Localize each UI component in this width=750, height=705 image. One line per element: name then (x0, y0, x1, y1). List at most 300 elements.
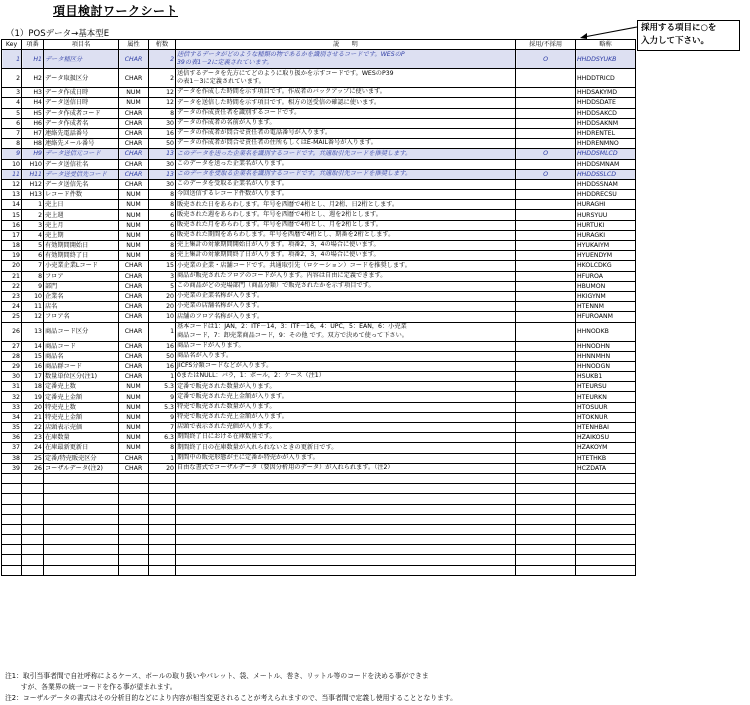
cell-item-no: 7 (22, 261, 44, 271)
cell-attribute: CHAR (119, 149, 149, 159)
cell-abbreviation: HHDDSMLCD (576, 149, 636, 159)
cell-item-no: 6 (22, 251, 44, 261)
cell-adopt-input[interactable] (516, 251, 576, 261)
cell-adopt-input[interactable] (516, 302, 576, 312)
cell-adopt-input[interactable]: O (516, 149, 576, 159)
cell-attribute: NUM (119, 230, 149, 240)
cell-item-no: 17 (22, 372, 44, 382)
cell-key: 2 (2, 69, 22, 88)
cell-item-no (22, 555, 44, 565)
cell-item-name: 商品コード (44, 341, 119, 351)
cell-description (176, 200, 516, 210)
cell-description (176, 402, 516, 412)
cell-adopt-input[interactable] (516, 312, 576, 322)
cell-item-name: 数量単位区分(注1) (44, 372, 119, 382)
cell-item-no (22, 514, 44, 524)
table-row (2, 149, 636, 159)
footnote-1-cont: すが、各業界の統一コードを作る事が望まれます。 (5, 683, 177, 691)
table-row (2, 179, 636, 189)
cell-digits: 5 (149, 281, 176, 291)
description-line: 販売された週をあらわします。年号を西暦で4桁とし、週を2桁とします。 (177, 210, 382, 218)
cell-adopt-input[interactable] (516, 453, 576, 463)
cell-attribute: NUM (119, 392, 149, 402)
cell-description (176, 281, 516, 291)
cell-adopt-input[interactable] (516, 392, 576, 402)
cell-abbreviation: HHDDRECSU (576, 190, 636, 200)
cell-description (176, 88, 516, 98)
cell-adopt-input[interactable] (516, 98, 576, 108)
cell-abbreviation: HHNODGN (576, 361, 636, 371)
cell-item-name: 部門 (44, 281, 119, 291)
cell-key: 12 (2, 179, 22, 189)
cell-key (2, 545, 22, 555)
cell-item-name: データ作成者コード (44, 108, 119, 118)
cell-adopt-input[interactable] (516, 524, 576, 534)
cell-digits (149, 484, 176, 494)
description-line: 売上集計の対象期間終了日が入ります。項番2，3，4の場合に使います。 (177, 251, 380, 259)
cell-description (176, 322, 516, 341)
cell-digits: 6 (149, 210, 176, 220)
cell-abbreviation: HHDDSMNAM (576, 159, 636, 169)
cell-attribute (119, 555, 149, 565)
cell-item-name (44, 473, 119, 483)
cell-item-name: データ送信日時 (44, 98, 119, 108)
cell-key (2, 514, 22, 524)
cell-description (176, 220, 516, 230)
table-row (2, 88, 636, 98)
cell-attribute: NUM (119, 210, 149, 220)
cell-item-no: 14 (22, 341, 44, 351)
cell-adopt-input[interactable] (516, 361, 576, 371)
instruction-note: 採用する項目に○を 入力して下さい。 (637, 20, 740, 51)
cell-adopt-input[interactable] (516, 382, 576, 392)
cell-adopt-input[interactable] (516, 261, 576, 271)
cell-item-no: 16 (22, 361, 44, 371)
cell-description (176, 98, 516, 108)
table-row (2, 200, 636, 210)
empty-row (2, 473, 636, 483)
cell-adopt-input[interactable] (516, 423, 576, 433)
cell-description (176, 463, 516, 473)
cell-key: 20 (2, 261, 22, 271)
cell-digits (149, 514, 176, 524)
cell-adopt-input[interactable] (516, 220, 576, 230)
cell-attribute (119, 473, 149, 483)
description-line: 期間中の販売形態が主に定番か特売かが入ります。 (177, 453, 319, 461)
cell-digits: 16 (149, 361, 176, 371)
cell-description (176, 50, 516, 69)
cell-adopt-input[interactable] (516, 88, 576, 98)
description-line: このデータを送った企業名を識別するコードです。共通取引先コードを推奨します。 (177, 149, 412, 157)
cell-item-no: 1 (22, 200, 44, 210)
cell-abbreviation: HURAGKI (576, 230, 636, 240)
cell-attribute: CHAR (119, 128, 149, 138)
cell-key: 15 (2, 210, 22, 220)
cell-description (176, 149, 516, 159)
cell-abbreviation: HSUKB1 (576, 372, 636, 382)
cell-key (2, 494, 22, 504)
cell-description (176, 535, 516, 545)
cell-key: 11 (2, 169, 22, 179)
description-line: 今回送信するレコード件数が入ります。 (177, 190, 288, 198)
cell-key: 32 (2, 392, 22, 402)
table-row (2, 402, 636, 412)
cell-adopt-input[interactable] (516, 108, 576, 118)
cell-adopt-input[interactable] (516, 200, 576, 210)
cell-item-no: 20 (22, 402, 44, 412)
cell-attribute (119, 484, 149, 494)
cell-attribute: NUM (119, 443, 149, 453)
cell-adopt-input[interactable] (516, 484, 576, 494)
description-line: 商品コード，7：卸売業商品コード，9：その他 です。双方で決めて使って下さい。 (177, 331, 408, 339)
description-line: 期間終了日の在庫数量が入れられないときの更新日です。 (177, 443, 338, 451)
table-row (2, 271, 636, 281)
cell-item-no (22, 535, 44, 545)
cell-item-name: 売上日 (44, 200, 119, 210)
cell-key: 9 (2, 149, 22, 159)
empty-row (2, 565, 636, 575)
cell-digits: 10 (149, 312, 176, 322)
cell-attribute: NUM (119, 382, 149, 392)
cell-abbreviation: HFUROA (576, 271, 636, 281)
cell-item-name (44, 535, 119, 545)
cell-description (176, 524, 516, 534)
cell-abbreviation: HHDDSAKCD (576, 108, 636, 118)
cell-digits (149, 535, 176, 545)
cell-item-no: 9 (22, 281, 44, 291)
table-row (2, 190, 636, 200)
cell-digits (149, 545, 176, 555)
cell-digits: 30 (149, 118, 176, 128)
cell-digits: 15 (149, 261, 176, 271)
cell-digits (149, 504, 176, 514)
cell-item-no: 26 (22, 463, 44, 473)
cell-adopt-input[interactable] (516, 402, 576, 412)
cell-description (176, 565, 516, 575)
cell-key: 39 (2, 463, 22, 473)
cell-attribute: NUM (119, 433, 149, 443)
empty-row (2, 504, 636, 514)
cell-description (176, 179, 516, 189)
cell-adopt-input[interactable] (516, 69, 576, 88)
cell-item-no: H11 (22, 169, 44, 179)
cell-key: 34 (2, 412, 22, 422)
cell-key (2, 555, 22, 565)
cell-description (176, 108, 516, 118)
cell-item-no: 23 (22, 433, 44, 443)
cell-item-no: H9 (22, 149, 44, 159)
cell-abbreviation: HTEURKN (576, 392, 636, 402)
cell-abbreviation: HHNODKB (576, 322, 636, 341)
cell-key: 29 (2, 361, 22, 371)
table-row (2, 261, 636, 271)
cell-adopt-input[interactable]: O (516, 50, 576, 69)
cell-attribute: NUM (119, 220, 149, 230)
description-line: 販売された月をあらわします。年号を西暦で4桁とし、月を2桁とします。 (177, 220, 382, 228)
cell-description (176, 271, 516, 281)
cell-item-name (44, 545, 119, 555)
description-line: 送信するデータを先方にてどのように取り扱かを示すコードです。WESのP39 (177, 69, 394, 77)
description-line: このデータを受取る企業名が入ります。 (177, 180, 288, 188)
cell-description (176, 159, 516, 169)
cell-key: 33 (2, 402, 22, 412)
cell-item-name: データ送信社名 (44, 159, 119, 169)
cell-key: 10 (2, 159, 22, 169)
cell-abbreviation (576, 535, 636, 545)
cell-key: 8 (2, 139, 22, 149)
cell-description (176, 210, 516, 220)
cell-digits: 6.3 (149, 433, 176, 443)
description-line: 特売で販売された数量が入ります。 (177, 402, 276, 410)
cell-digits: 16 (149, 128, 176, 138)
cell-attribute: CHAR (119, 453, 149, 463)
cell-digits: 9 (149, 412, 176, 422)
cell-key: 30 (2, 372, 22, 382)
cell-digits: 16 (149, 341, 176, 351)
cell-key (2, 473, 22, 483)
description-line: 店頭で表示された売価が入ります。 (177, 423, 276, 431)
cell-key: 31 (2, 382, 22, 392)
cell-description (176, 291, 516, 301)
cell-key: 27 (2, 341, 22, 351)
table-row (2, 139, 636, 149)
cell-item-name: 特売売上金額 (44, 412, 119, 422)
cell-adopt-input[interactable] (516, 433, 576, 443)
empty-row (2, 494, 636, 504)
cell-abbreviation (576, 484, 636, 494)
cell-key: 16 (2, 220, 22, 230)
cell-digits: 8 (149, 108, 176, 118)
cell-key (2, 565, 22, 575)
cell-item-name: データ作成者名 (44, 118, 119, 128)
cell-digits: 6 (149, 230, 176, 240)
cell-abbreviation (576, 565, 636, 575)
cell-digits (149, 555, 176, 565)
cell-abbreviation: HBUMON (576, 281, 636, 291)
table-row (2, 433, 636, 443)
cell-description (176, 241, 516, 251)
cell-digits: 1 (149, 322, 176, 341)
cell-digits: 12 (149, 88, 176, 98)
cell-adopt-input[interactable] (516, 514, 576, 524)
cell-attribute: CHAR (119, 361, 149, 371)
cell-digits: 9 (149, 392, 176, 402)
cell-adopt-input[interactable] (516, 443, 576, 453)
cell-attribute: CHAR (119, 50, 149, 69)
cell-item-no (22, 473, 44, 483)
cell-key: 7 (2, 128, 22, 138)
cell-attribute: CHAR (119, 341, 149, 351)
cell-adopt-input[interactable] (516, 545, 576, 555)
cell-digits: 8 (149, 251, 176, 261)
cell-adopt-input[interactable] (516, 159, 576, 169)
cell-adopt-input[interactable] (516, 412, 576, 422)
cell-adopt-input[interactable] (516, 372, 576, 382)
cell-description (176, 453, 516, 463)
cell-adopt-input[interactable] (516, 281, 576, 291)
cell-description (176, 504, 516, 514)
cell-abbreviation: HHDRENTEL (576, 128, 636, 138)
cell-description (176, 494, 516, 504)
header-row (2, 40, 636, 50)
cell-abbreviation: HKIGYNM (576, 291, 636, 301)
cell-digits: 6 (149, 220, 176, 230)
cell-item-name: フロア (44, 271, 119, 281)
cell-abbreviation: HHDDTRICD (576, 69, 636, 88)
cell-abbreviation: HURTUKI (576, 220, 636, 230)
cell-adopt-input[interactable] (516, 241, 576, 251)
header-key: Key (2, 40, 22, 50)
cell-description (176, 412, 516, 422)
cell-key (2, 484, 22, 494)
description-line: データの作成者が問合せ責任者の電話番号が入ります。 (177, 129, 332, 137)
table-row (2, 361, 636, 371)
cell-key: 23 (2, 291, 22, 301)
cell-adopt-input[interactable] (516, 271, 576, 281)
cell-key: 4 (2, 98, 22, 108)
cell-description (176, 382, 516, 392)
cell-attribute: NUM (119, 423, 149, 433)
cell-description (176, 128, 516, 138)
table-row (2, 423, 636, 433)
cell-digits: 8 (149, 200, 176, 210)
cell-abbreviation: HYUENDYM (576, 251, 636, 261)
cell-adopt-input[interactable] (516, 118, 576, 128)
cell-adopt-input[interactable] (516, 565, 576, 575)
cell-adopt-input[interactable] (516, 139, 576, 149)
cell-item-name: 売上期 (44, 230, 119, 240)
footnote-1: 注1：取引当事者間で自社呼称によるケース、ボールの取り扱いやパレット、袋、メートル、巻き、リットル等のコードを決める事ができま (5, 672, 429, 680)
cell-item-name: 在庫数量 (44, 433, 119, 443)
cell-adopt-input[interactable] (516, 179, 576, 189)
table-row (2, 210, 636, 220)
cell-attribute: NUM (119, 412, 149, 422)
cell-item-no: 25 (22, 453, 44, 463)
cell-attribute: CHAR (119, 159, 149, 169)
description-line: JICFS分類コードなどが入ります。 (177, 362, 273, 370)
cell-item-no: H4 (22, 98, 44, 108)
cell-key: 5 (2, 108, 22, 118)
cell-item-no (22, 524, 44, 534)
cell-item-no: 11 (22, 302, 44, 312)
empty-row (2, 535, 636, 545)
cell-digits: 12 (149, 98, 176, 108)
cell-item-no: 18 (22, 382, 44, 392)
cell-key: 35 (2, 423, 22, 433)
cell-abbreviation: HFUROANM (576, 312, 636, 322)
cell-attribute: NUM (119, 241, 149, 251)
cell-item-name: 企業名 (44, 291, 119, 301)
cell-item-no: 19 (22, 392, 44, 402)
cell-adopt-input[interactable] (516, 128, 576, 138)
cell-attribute (119, 494, 149, 504)
cell-adopt-input[interactable] (516, 473, 576, 483)
description-line: このデータを受取る企業名を識別するコードです。共通取引先コードを推奨します。 (177, 169, 412, 177)
cell-item-name (44, 514, 119, 524)
cell-description (176, 351, 516, 361)
cell-item-name: 商品名 (44, 351, 119, 361)
cell-digits: 7 (149, 423, 176, 433)
cell-abbreviation (576, 514, 636, 524)
cell-item-name: 定番売上数 (44, 382, 119, 392)
cell-adopt-input[interactable] (516, 463, 576, 473)
cell-abbreviation: HURAGHI (576, 200, 636, 210)
cell-item-name: データ送信先名 (44, 179, 119, 189)
cell-adopt-input[interactable] (516, 322, 576, 341)
cell-item-name: レコード件数 (44, 190, 119, 200)
cell-key (2, 535, 22, 545)
empty-row (2, 524, 636, 534)
cell-description (176, 443, 516, 453)
description-line: 期間終了日における在庫数量です。 (177, 433, 276, 441)
cell-adopt-input[interactable] (516, 210, 576, 220)
cell-attribute: CHAR (119, 281, 149, 291)
cell-key: 19 (2, 251, 22, 261)
cell-attribute (119, 524, 149, 534)
cell-item-no: 13 (22, 322, 44, 341)
cell-adopt-input[interactable] (516, 341, 576, 351)
cell-item-no: 24 (22, 443, 44, 453)
cell-description (176, 361, 516, 371)
cell-digits: 8 (149, 241, 176, 251)
cell-adopt-input[interactable] (516, 351, 576, 361)
cell-adopt-input[interactable]: O (516, 169, 576, 179)
cell-description (176, 69, 516, 88)
table-row (2, 220, 636, 230)
description-line: このデータを送った企業名が入ります。 (177, 159, 288, 167)
cell-key (2, 504, 22, 514)
cell-adopt-input[interactable] (516, 190, 576, 200)
cell-abbreviation: HHNODHN (576, 341, 636, 351)
cell-item-no: H1 (22, 50, 44, 69)
cell-adopt-input[interactable] (516, 555, 576, 565)
cell-abbreviation: HTOKNUR (576, 412, 636, 422)
cell-digits: 13 (149, 149, 176, 159)
sheet-subtitle: （1）POSデータ→基本型E (6, 29, 110, 39)
description-line: 小売業の店舗名称が入ります。 (177, 302, 264, 310)
cell-description (176, 484, 516, 494)
cell-adopt-input[interactable] (516, 291, 576, 301)
cell-item-name: 店頭表示売価 (44, 423, 119, 433)
cell-description (176, 423, 516, 433)
cell-item-name (44, 524, 119, 534)
table-row (2, 412, 636, 422)
cell-item-name: コーザルデータ(注2) (44, 463, 119, 473)
cell-item-name: データ作成日時 (44, 88, 119, 98)
cell-digits: 1 (149, 372, 176, 382)
cell-attribute: CHAR (119, 322, 149, 341)
cell-item-name: 売上週 (44, 210, 119, 220)
table-row (2, 312, 636, 322)
cell-adopt-input[interactable] (516, 504, 576, 514)
cell-adopt-input[interactable] (516, 535, 576, 545)
cell-item-no: 3 (22, 220, 44, 230)
cell-abbreviation: HYUKAIYM (576, 241, 636, 251)
cell-adopt-input[interactable] (516, 230, 576, 240)
cell-key: 25 (2, 312, 22, 322)
empty-row (2, 545, 636, 555)
cell-adopt-input[interactable] (516, 494, 576, 504)
cell-description (176, 302, 516, 312)
description-line: この商品がどの売場部門（商品分類）で販売されたかを示す項目です。 (177, 282, 375, 290)
cell-item-no: 12 (22, 312, 44, 322)
cell-abbreviation: HZAKOYM (576, 443, 636, 453)
description-line: 小売業の企業・店舗コードです。共通取引先（ロケーション）コードを推奨します。 (177, 261, 411, 269)
cell-item-no: 15 (22, 351, 44, 361)
description-line: 0またはNULL：バラ，1：ボール，2：ケース（注1） (177, 372, 325, 380)
cell-attribute: NUM (119, 98, 149, 108)
cell-item-no: H7 (22, 128, 44, 138)
